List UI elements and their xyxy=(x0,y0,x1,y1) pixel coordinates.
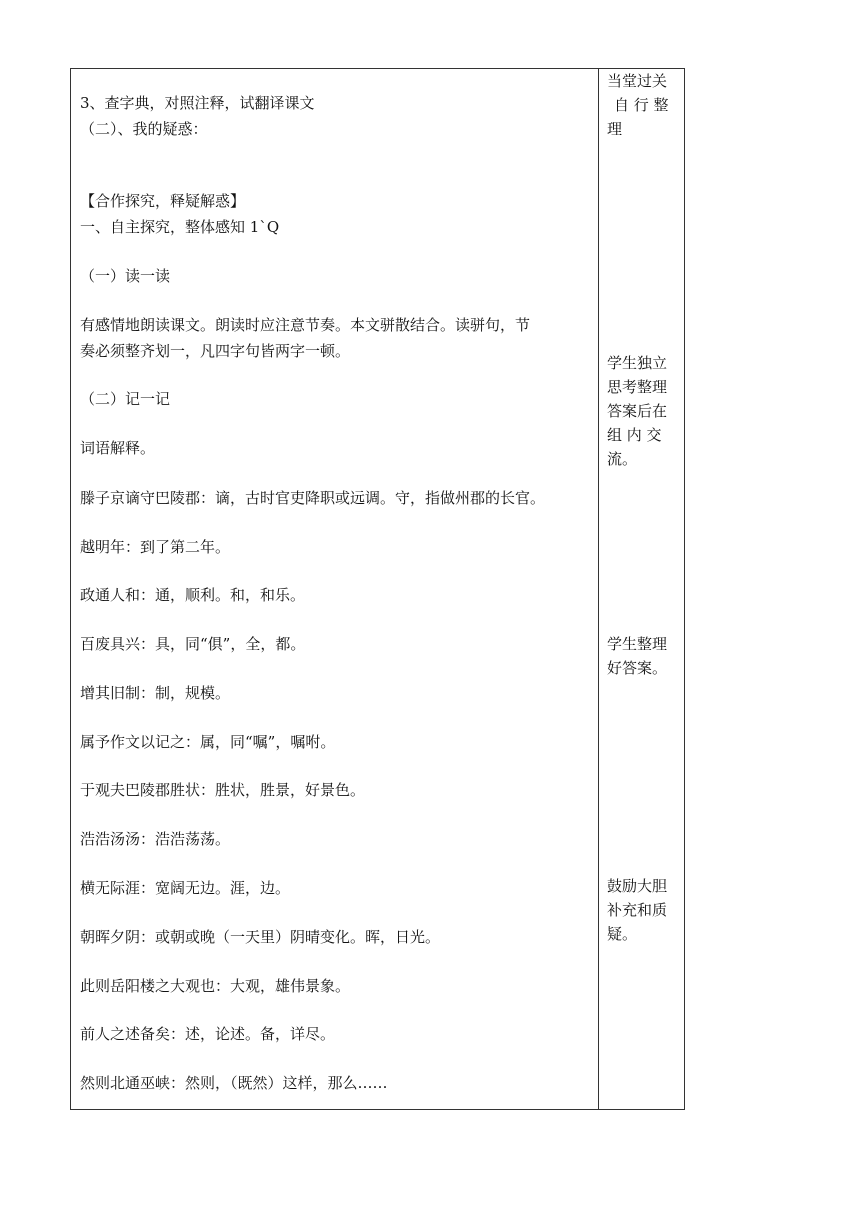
vocab-item: 于观夫巴陵郡胜状：胜状，胜景，好景色。 xyxy=(80,781,366,799)
vocab-item: 此则岳阳楼之大观也：大观，雄伟景象。 xyxy=(80,977,351,995)
text-line: 3、查字典，对照注释，试翻译课文 xyxy=(80,94,315,112)
side-note-line: 答案后在 xyxy=(607,402,668,420)
side-note-line: 组 内 交 xyxy=(607,426,662,444)
lesson-table xyxy=(70,68,685,1110)
vocab-item: 政通人和：通，顺利。和，和乐。 xyxy=(80,586,306,604)
vocab-item: 属予作文以记之：属，同“嘱”，嘱咐。 xyxy=(80,733,336,751)
side-note-line: 疑。 xyxy=(607,925,638,943)
vocab-item: 越明年：到了第二年。 xyxy=(80,538,231,556)
side-note-practice xyxy=(607,69,681,141)
text-line: （二）、我的疑惑： xyxy=(80,120,208,138)
vocab-item: 朝晖夕阴：或朝或晚（一天里）阴晴变化。晖，日光。 xyxy=(80,928,441,946)
side-note-independent xyxy=(607,351,681,471)
side-note-line: 好答案。 xyxy=(607,659,668,677)
text-line: 词语解释。 xyxy=(80,439,156,457)
text-line: 有感情地朗读课文。朗读时应注意节奏。本文骈散结合。读骈句，节 xyxy=(80,316,531,334)
vocab-item: 横无际涯：宽阔无边。涯，边。 xyxy=(80,879,291,897)
vocab-item: 增其旧制：制，规模。 xyxy=(80,684,231,702)
side-note-line: 补充和质 xyxy=(607,901,668,919)
vocab-item: 然则北通巫峡：然则，（既然）这样，那么…… xyxy=(80,1074,388,1092)
section-heading: 【合作探究，释疑解惑】 xyxy=(80,192,246,210)
vocab-item: 百废具兴：具，同“俱”，全，都。 xyxy=(80,635,306,653)
subsection-heading: （二）记一记 xyxy=(80,390,171,408)
side-note-line: 思考整理 xyxy=(607,378,668,396)
vocab-item: 滕子京谪守巴陵郡：谪，古时官吏降职或远调。守，指做州郡的长官。 xyxy=(80,489,546,507)
vocab-item: 前人之述备矣：述，论述。备，详尽。 xyxy=(80,1025,336,1043)
side-note-encourage xyxy=(607,874,681,946)
side-note-line: 理 xyxy=(607,120,623,138)
side-note-line: 学生整理 xyxy=(607,635,668,653)
side-note-line: 自 行 整 xyxy=(614,96,669,114)
side-note-answers xyxy=(607,632,681,680)
side-note-line: 当堂过关 xyxy=(607,72,668,90)
column-divider xyxy=(598,69,599,1109)
text-line: 奏必须整齐划一，凡四字句皆两字一顿。 xyxy=(80,342,351,360)
side-note-line: 鼓励大胆 xyxy=(607,877,668,895)
side-note-line: 学生独立 xyxy=(607,354,668,372)
subsection-heading: （一）读一读 xyxy=(80,267,171,285)
side-note-line: 流。 xyxy=(607,450,638,468)
vocab-item: 浩浩汤汤：浩浩荡荡。 xyxy=(80,830,231,848)
text-line: 一、自主探究，整体感知 1`Q xyxy=(80,218,280,236)
